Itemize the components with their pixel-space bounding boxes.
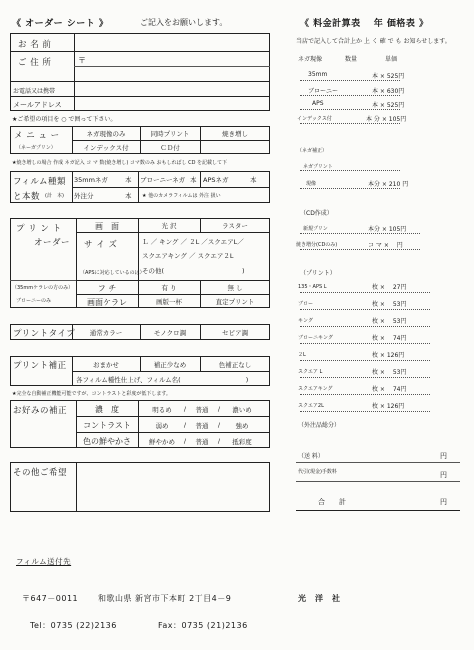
surface-head: 画 面 xyxy=(95,222,119,231)
film-brownie[interactable]: ブローニーネガ xyxy=(140,176,186,184)
price-print-row-qty: 枚 × 53円 xyxy=(372,301,407,308)
print-type-mono[interactable]: モノクロ調 xyxy=(153,329,187,337)
address-field[interactable] xyxy=(88,52,268,80)
menu-sub-label: （ネーガプリン） xyxy=(16,145,56,151)
menu-option-reprint[interactable]: 焼き増し xyxy=(222,130,248,138)
price-cd-reprint: 焼き増分(CDのみ) xyxy=(296,242,338,248)
print-note-2: ブローニーのみ xyxy=(16,298,52,304)
email-field[interactable] xyxy=(76,97,268,110)
price-row-brownie-qty: 本 × 630円 xyxy=(372,88,405,95)
correction-auto[interactable]: おまかせ xyxy=(93,361,119,369)
price-print-row-line xyxy=(300,326,430,327)
price-develop-name: 現像 xyxy=(306,181,317,187)
film-type-label: フィルム種類 xyxy=(13,177,66,187)
price-print-row-qty: 枚 × 126円 xyxy=(372,403,405,410)
surface-glossy[interactable]: 光 沢 xyxy=(161,222,177,230)
size-small-note: （APSに対応しているのは） xyxy=(80,270,145,276)
screen-full[interactable]: 画版一杯 xyxy=(156,298,182,306)
price-print-row-name: スクエア2L xyxy=(298,403,324,409)
price-row-35mm-qty: 本 × 525円 xyxy=(372,73,405,80)
pref-contrast-weak[interactable]: 弱め xyxy=(155,422,169,430)
pref-saturation-normal[interactable]: 普通 xyxy=(195,438,209,446)
size-option-other[interactable]: その他( ) xyxy=(142,267,245,275)
price-print-row-name: キング xyxy=(298,318,313,324)
price-cod-label: 代引(現金)手数料 xyxy=(298,469,337,475)
other-requests-label: その他ご希望 xyxy=(13,468,68,478)
price-print-row-name: ２L xyxy=(298,352,306,358)
edge-without[interactable]: 無 し xyxy=(227,284,243,292)
price-print-row-line xyxy=(300,343,430,344)
phone-field[interactable] xyxy=(76,82,268,95)
film-outsource-note: ★ 他のカメラフィルムは 外注 扱い xyxy=(142,193,221,199)
pref-contrast-strong[interactable]: 強め xyxy=(235,422,249,430)
price-row-aps-qty: 本 × 525円 xyxy=(372,102,405,109)
price-row-aps: APS xyxy=(312,100,324,107)
screen-label: 画面ケラレ xyxy=(87,298,127,307)
price-print-row-name: 135・APS L xyxy=(298,284,327,290)
shop-tel: Tel：0735 (22)2136 xyxy=(30,621,117,630)
film-35mm[interactable]: 35mmネガ xyxy=(74,176,108,184)
price-print-label: （プリント） xyxy=(300,270,336,277)
correction-warning: ★完全な自動補正機能可能ですが、コントラストと彩度が低下します。 xyxy=(12,391,171,397)
address-label: ご 住 所 xyxy=(18,58,52,68)
price-print-row-name: ブロー xyxy=(298,301,314,307)
price-print-row-line xyxy=(300,394,430,395)
film-outsource[interactable]: 外注分 xyxy=(74,192,94,200)
price-row-brownie: ブローニー xyxy=(308,88,339,95)
size-options-line1[interactable]: Ｌ ／ キング ／ ２L ／スクエアL／ xyxy=(142,238,244,246)
price-col-unit: 単価 xyxy=(385,56,398,63)
price-print-row-qty: 枚 × 126円 xyxy=(372,352,405,359)
order-sheet-note: ご記入をお願いします。 xyxy=(140,18,228,27)
price-cd-new-qty: 本分 × 105円 xyxy=(368,226,407,233)
pref-saturation-vivid[interactable]: 鮮やかめ xyxy=(149,438,175,446)
price-print-row-qty: 枚 × 53円 xyxy=(372,369,407,376)
price-fix-label: （ネガ補正） xyxy=(297,148,328,154)
print-note-1: （35mmケラレの方のみ） xyxy=(12,285,74,291)
shop-name: 光 洋 社 xyxy=(298,594,341,603)
price-print-row-line xyxy=(300,292,430,293)
film-count-note: (計 本) xyxy=(45,193,64,199)
other-requests-field[interactable] xyxy=(78,464,268,510)
price-table-title: 《 料金計算表 年 価格表 》 xyxy=(300,19,429,29)
price-outsource-label: （外注品総分） xyxy=(298,422,341,429)
price-print-row-line xyxy=(300,360,430,361)
print-label-1: プ リ ン ト xyxy=(16,224,62,234)
price-col-develop: ネガ現像 xyxy=(298,56,323,63)
size-options-line2[interactable]: スクエアキング ／ スクエア２L xyxy=(142,252,234,260)
pref-density-normal[interactable]: 普通 xyxy=(195,406,209,414)
phone-label: お電話又は携帯 xyxy=(13,88,56,95)
price-reprint-name: ネガプリント xyxy=(303,164,333,170)
price-row-index-qty: 本 分 × 105円 xyxy=(366,116,407,123)
price-cd-reprint-qty: コ マ × 円 xyxy=(368,242,403,249)
price-print-row-name: スクエア L xyxy=(298,369,323,375)
correction-none[interactable]: 色補正なし xyxy=(218,361,252,369)
price-print-row-line xyxy=(300,309,430,310)
price-row-index: インデックス付 xyxy=(297,116,332,122)
pref-density-label: 濃 度 xyxy=(95,405,119,414)
pref-density-dark[interactable]: 濃いめ xyxy=(232,406,252,414)
print-type-color[interactable]: 通常カラー xyxy=(89,329,123,337)
correction-label: プリント補正 xyxy=(13,361,67,371)
print-label-2: オーダー xyxy=(34,238,71,248)
film-35mm-unit: 本 xyxy=(125,176,132,184)
name-field[interactable] xyxy=(76,34,268,50)
price-print-row-qty: 枚 × 53円 xyxy=(372,318,407,325)
edge-with[interactable]: 有 り xyxy=(161,284,177,292)
price-table-note: 当店で記入して合計上か 上 く 確 で も お知らせします。 xyxy=(296,38,451,45)
print-type-label: プリントタイプ xyxy=(13,329,76,339)
shop-fax: Fax：0735 (21)2136 xyxy=(158,621,248,630)
postal-mark: 〒 xyxy=(78,56,86,65)
price-col-qty: 数量 xyxy=(345,56,358,63)
price-total-unit: 円 xyxy=(440,498,447,506)
pref-contrast-normal[interactable]: 普通 xyxy=(195,422,209,430)
pref-contrast-label: コントラスト xyxy=(83,421,131,430)
order-sheet-title: 《 オーダー シート 》 xyxy=(12,19,109,29)
price-print-row-qty: 枚 × 74円 xyxy=(372,335,407,342)
send-label: フィルム送付先 xyxy=(16,557,72,566)
circle-instruction: ★ご希望の項目を ○ で囲って下さい。 xyxy=(12,116,117,123)
pref-saturation-label: 色の鮮やかさ xyxy=(83,437,131,446)
shop-address: 和歌山県 新宮市下本町 2丁目4－9 xyxy=(98,594,232,603)
surface-luster[interactable]: ラスター xyxy=(222,222,248,230)
price-row-35mm: 35mm xyxy=(308,71,328,78)
screen-direct[interactable]: 直定プリント xyxy=(215,298,255,306)
film-brownie-unit: 本 xyxy=(190,176,197,184)
correction-film-note[interactable]: 各フィルム種性仕上げ、フィルム名( ) xyxy=(76,376,249,384)
film-outsource-unit: 本 xyxy=(125,192,132,200)
email-label: メールアドレス xyxy=(13,101,62,109)
price-print-row-qty: 枚 × 27円 xyxy=(372,284,407,291)
price-cod-unit: 円 xyxy=(440,471,447,479)
size-label: サ イ ズ xyxy=(84,240,118,250)
preference-label: お好みの補正 xyxy=(13,406,68,416)
price-postage-unit: 円 xyxy=(440,452,447,460)
print-type-sepia[interactable]: セピア調 xyxy=(222,329,248,337)
menu-option-develop-only[interactable]: ネガ現像のみ xyxy=(86,130,126,138)
price-print-row-line xyxy=(300,411,430,412)
price-postage-label: （送 料） xyxy=(298,453,324,460)
menu-option-cd[interactable]: ＣＤ付 xyxy=(160,144,180,152)
menu-option-index[interactable]: インデックス付 xyxy=(83,144,129,152)
pref-density-bright[interactable]: 明るめ xyxy=(152,406,172,414)
price-cd-label: （CD作成） xyxy=(300,210,333,217)
price-print-row-name: ブローニキング xyxy=(298,335,333,341)
price-print-row-name: スクエアキング xyxy=(298,386,333,392)
price-total-label: 合 計 xyxy=(318,498,346,506)
price-cd-new: 新規プリン xyxy=(303,226,328,232)
menu-label: メ ニ ュ ー xyxy=(14,131,60,141)
pref-saturation-low[interactable]: 抵彩度 xyxy=(232,438,252,446)
reprint-note: ★焼き増しの場合 作成 ネガ記入 コ マ 数(焼き増し) コマ数のみ おもしればし CD を記載して下 xyxy=(12,160,228,166)
menu-option-simultaneous-print[interactable]: 同時プリント xyxy=(150,130,190,138)
edge-head: フ チ xyxy=(97,284,117,293)
film-count-label: と本数 xyxy=(13,192,41,202)
film-aps[interactable]: APSネガ xyxy=(203,176,229,184)
price-develop-qty: 本分 × 210 円 xyxy=(368,181,409,188)
shop-postal: 〒647－0011 xyxy=(22,594,79,603)
film-aps-unit: 本 xyxy=(250,176,257,184)
correction-less[interactable]: 補正少なめ xyxy=(153,361,187,369)
price-print-row-qty: 枚 × 74円 xyxy=(372,386,407,393)
name-label: お 名 前 xyxy=(18,40,52,50)
price-print-row-line xyxy=(300,377,430,378)
